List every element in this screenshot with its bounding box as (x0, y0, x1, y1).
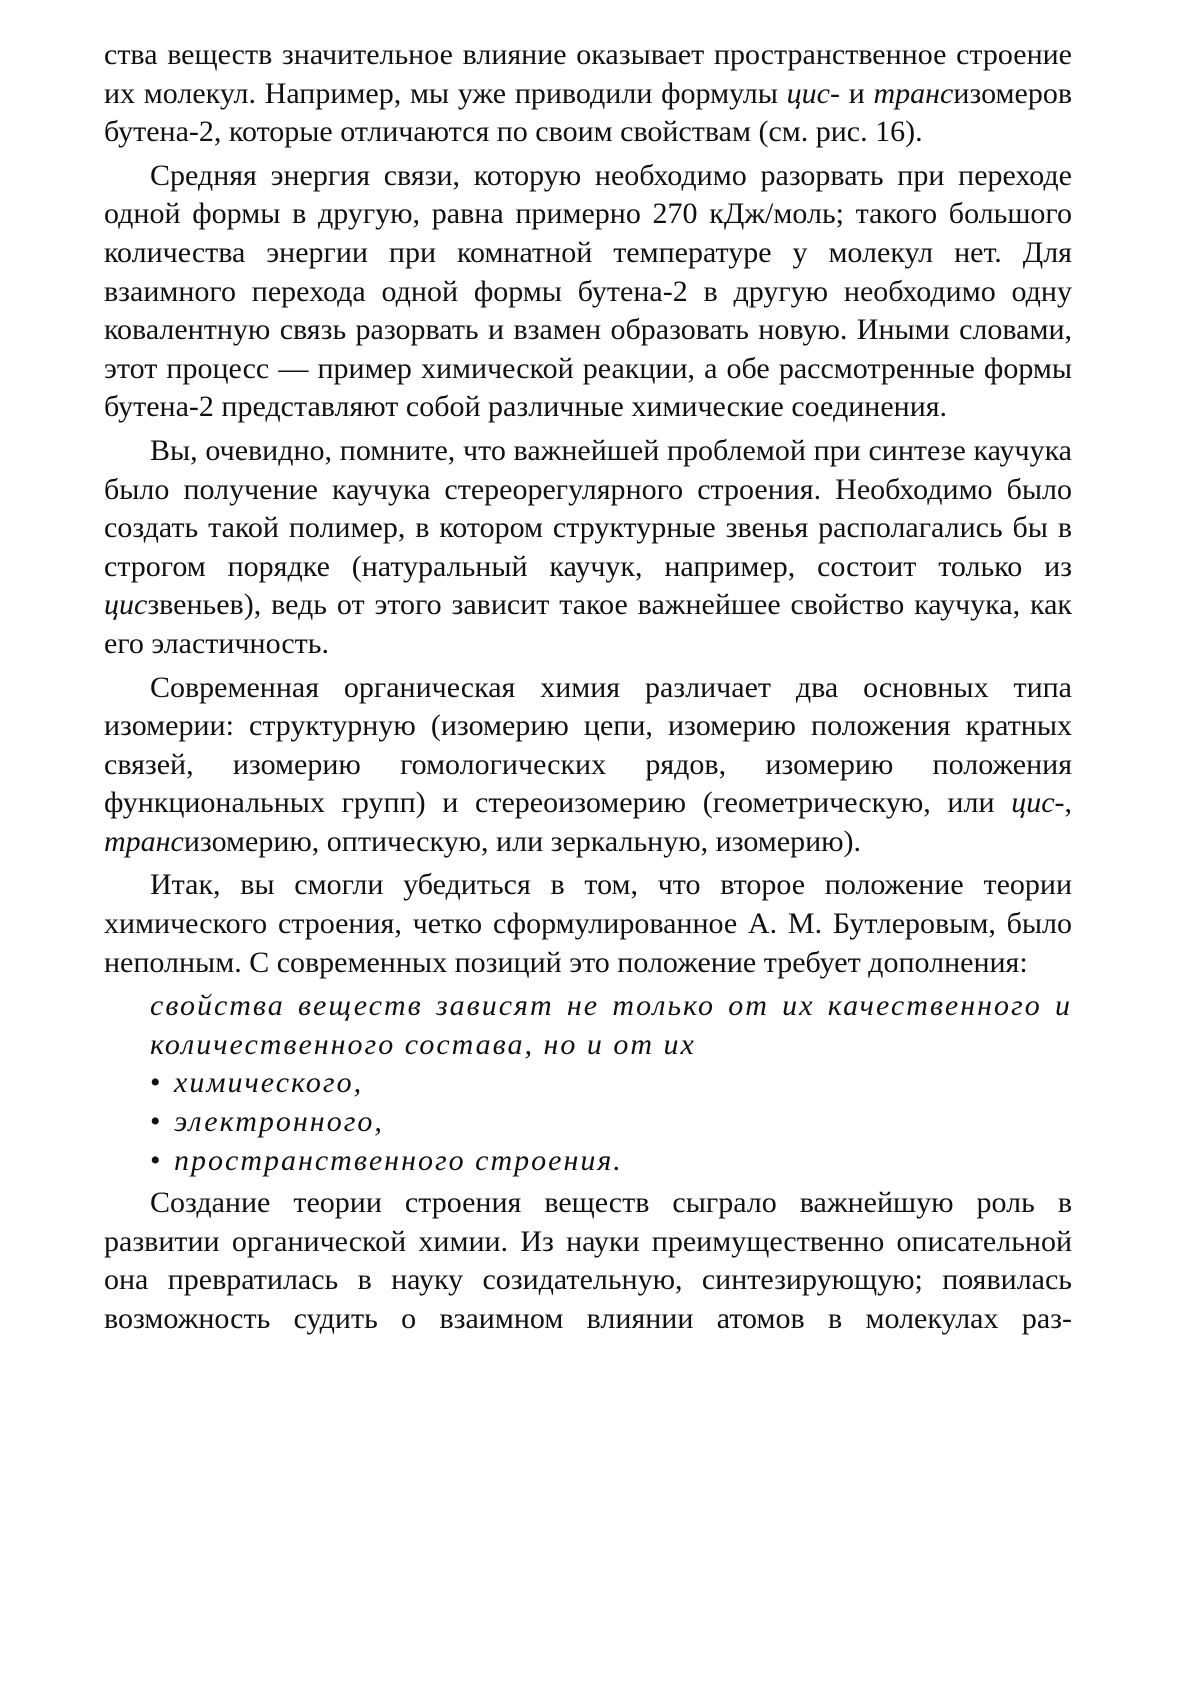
paragraph-3-text-b: звеньев), ведь от этого зависит такое важнейшее свойство каучука, как его эластичность. (104, 588, 1072, 660)
bullet-marker: • (150, 1143, 163, 1177)
paragraph-1 (104, 36, 1072, 152)
cis-term: цис (104, 588, 148, 622)
paragraph-3 (104, 432, 1072, 664)
paragraph-4-text-b: , (1064, 786, 1072, 820)
paragraph-5: Итак, вы смогли убедиться в том, что второе положение теории химического строения, четко сформулированное А. М. Бутлеровым, было неполным. С современных позиций это положение требует дополнения: (104, 868, 1072, 979)
paragraph-6: Создание теории строения веществ сыграло важнейшую роль в развитии органической химии. Из науки преимущественно описательной она превратилась в науку созидательную, синтезирующую; появилась возможность судить о взаимном влиянии атомов в молекулах раз- (104, 1186, 1072, 1335)
paragraph-4-text-a: Современная органическая химия различает два основных типа изомерии: структурную (изомерию цепи, изомерию положения кратных связей, изомерию гомологических рядов, изомерию положения функциональных групп) и стереоизомерию (геометрическую, или (104, 670, 1072, 820)
list-item (150, 1103, 1072, 1142)
trans-term: транс (873, 76, 954, 110)
paragraph-4 (104, 669, 1072, 862)
cis-term: цис- (1011, 786, 1065, 820)
cis-term: цис- (786, 76, 840, 110)
bullet-marker: • (150, 1105, 163, 1139)
list-item-text: пространственного строения. (174, 1143, 623, 1177)
list-item (150, 1064, 1072, 1103)
paragraph-3-text-a: Вы, очевидно, помните, что важнейшей проблемой при синтезе каучука было получение каучука стереорегулярного строения. Необходимо было создать такой полимер, в котором структурные звенья располагались бы в строгом порядке (натуральный каучук, например, состоит только из (104, 433, 1072, 583)
paragraph-4-text-c: изомерию, оптическую, или зеркальную, изомерию). (183, 824, 862, 858)
paragraph-1-text-c: изомеров бутена-2, которые отличаются по своим свойствам (см. рис. 16). (104, 76, 1072, 149)
text-column (104, 36, 1072, 1344)
bullet-marker: • (150, 1066, 163, 1100)
rule-statement: свойства веществ зависят не только от их качественного и количественного состава, но и от их (150, 989, 1072, 1061)
paragraph-1-text-b: и (839, 76, 874, 110)
list-item-text: химического, (174, 1066, 364, 1100)
bullet-list (104, 1064, 1072, 1180)
list-item-text: электронного, (174, 1105, 384, 1139)
paragraph-2: Средняя энергия связи, которую необходимо разорвать при переходе одной формы в другую, равна примерно 270 кДж/моль; такого большого количества энергии при комнатной температуре у молекул нет. Для взаимного перехода одной формы бутена-2 в другую необходимо одну ковалентную связь разорвать и взамен образовать новую. Иными словами, этот процесс — пример химической реакции, а обе рассмотренные формы бутена-2 представляют собой различные химические соединения. (104, 158, 1072, 424)
list-item (150, 1142, 1072, 1181)
trans-term: транс (104, 824, 184, 858)
paragraph-1-text-a: ства веществ значительное влияние оказывает пространственное строение их молекул. Например, мы уже приводили формулы (104, 38, 1072, 110)
